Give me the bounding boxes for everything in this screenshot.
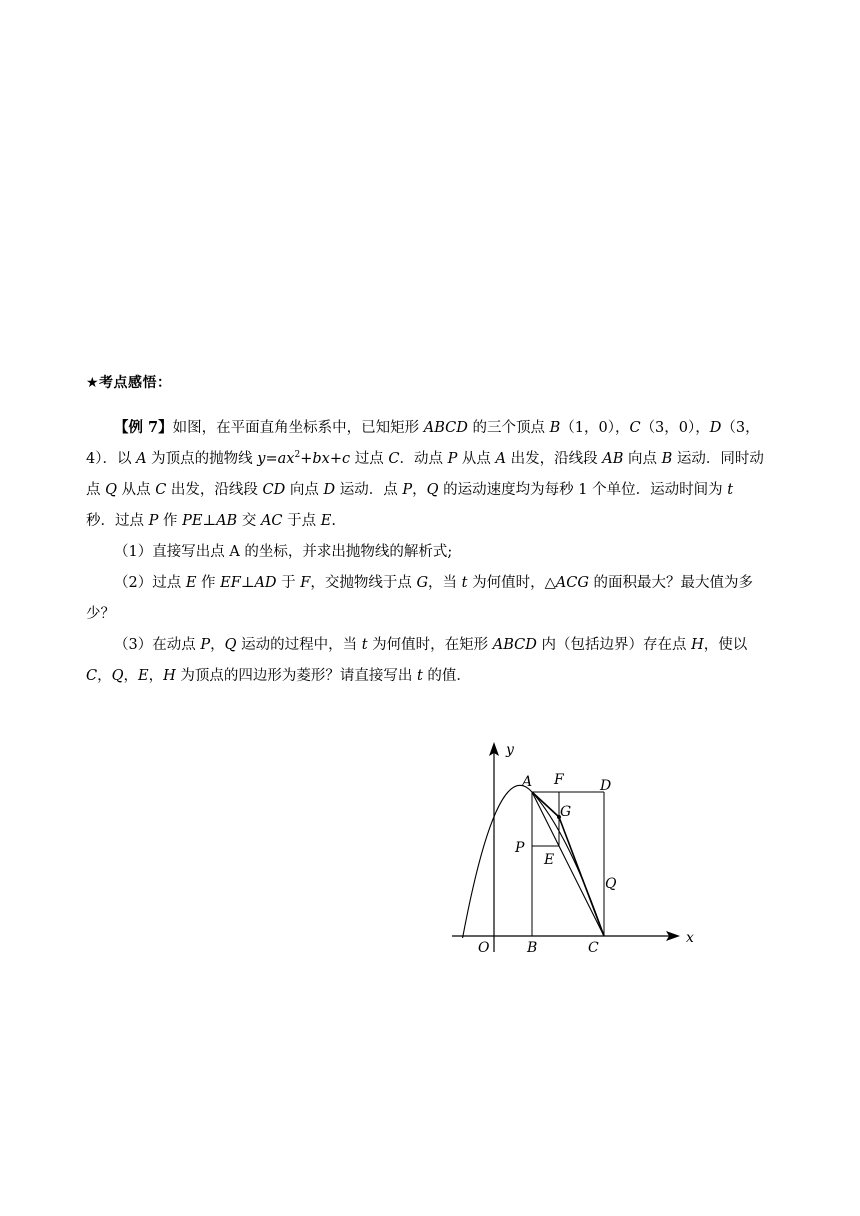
label-o: O: [478, 940, 490, 956]
coordinate-diagram: [448, 738, 708, 960]
segment-ag: [532, 792, 559, 817]
label-y: y: [506, 742, 514, 758]
label-f: F: [554, 772, 564, 788]
section-heading: ★考点感悟：: [86, 375, 172, 391]
label-x: x: [686, 930, 694, 946]
label-q: Q: [605, 876, 617, 892]
question-1: （1）直接写出点 A 的坐标，并求出抛物线的解析式;: [114, 544, 453, 560]
label-d: D: [600, 778, 612, 794]
question-2: （2）过点 E 作 EF⊥AD 于 F，交抛物线于点 G，当 t 为何值时，△ACG 的面积最大？最大值为多少？: [86, 575, 754, 622]
label-c: C: [588, 940, 599, 956]
example-problem: [86, 412, 766, 692]
example-label: 【例 7】: [114, 419, 173, 436]
geometry-figure: [448, 738, 708, 960]
problem-statement: 【例 7】如图，在平面直角坐标系中，已知矩形 ABCD 的三个顶点 B（1，0），C（3，0），D（3，4）．以 A 为顶点的抛物线 $y=ax^2+bx+c$ 过点 C．动点 P 从点 A 出发，沿线段 AB 向点 B 运动．同时动点 Q 从点 C 出发，沿线段 CD 向点 D 运动．点 P，Q 的运动速度均为每秒 1 个单位．运动时间为 t 秒．过点 P 作 PE⊥AB 交 AC 于点 E.: [86, 419, 764, 529]
label-g: G: [560, 804, 572, 820]
label-p: P: [515, 840, 525, 856]
label-b: B: [527, 940, 538, 956]
segment-gc: [559, 817, 604, 936]
label-a: A: [522, 774, 533, 790]
question-3: （3）在动点 P，Q 运动的过程中，当 t 为何值时，在矩形 ABCD 内（包括边界）存在点 H，使以 C，Q，E，H 为顶点的四边形为菱形？请直接写出 t 的值．: [86, 637, 748, 684]
label-e: E: [544, 852, 555, 868]
